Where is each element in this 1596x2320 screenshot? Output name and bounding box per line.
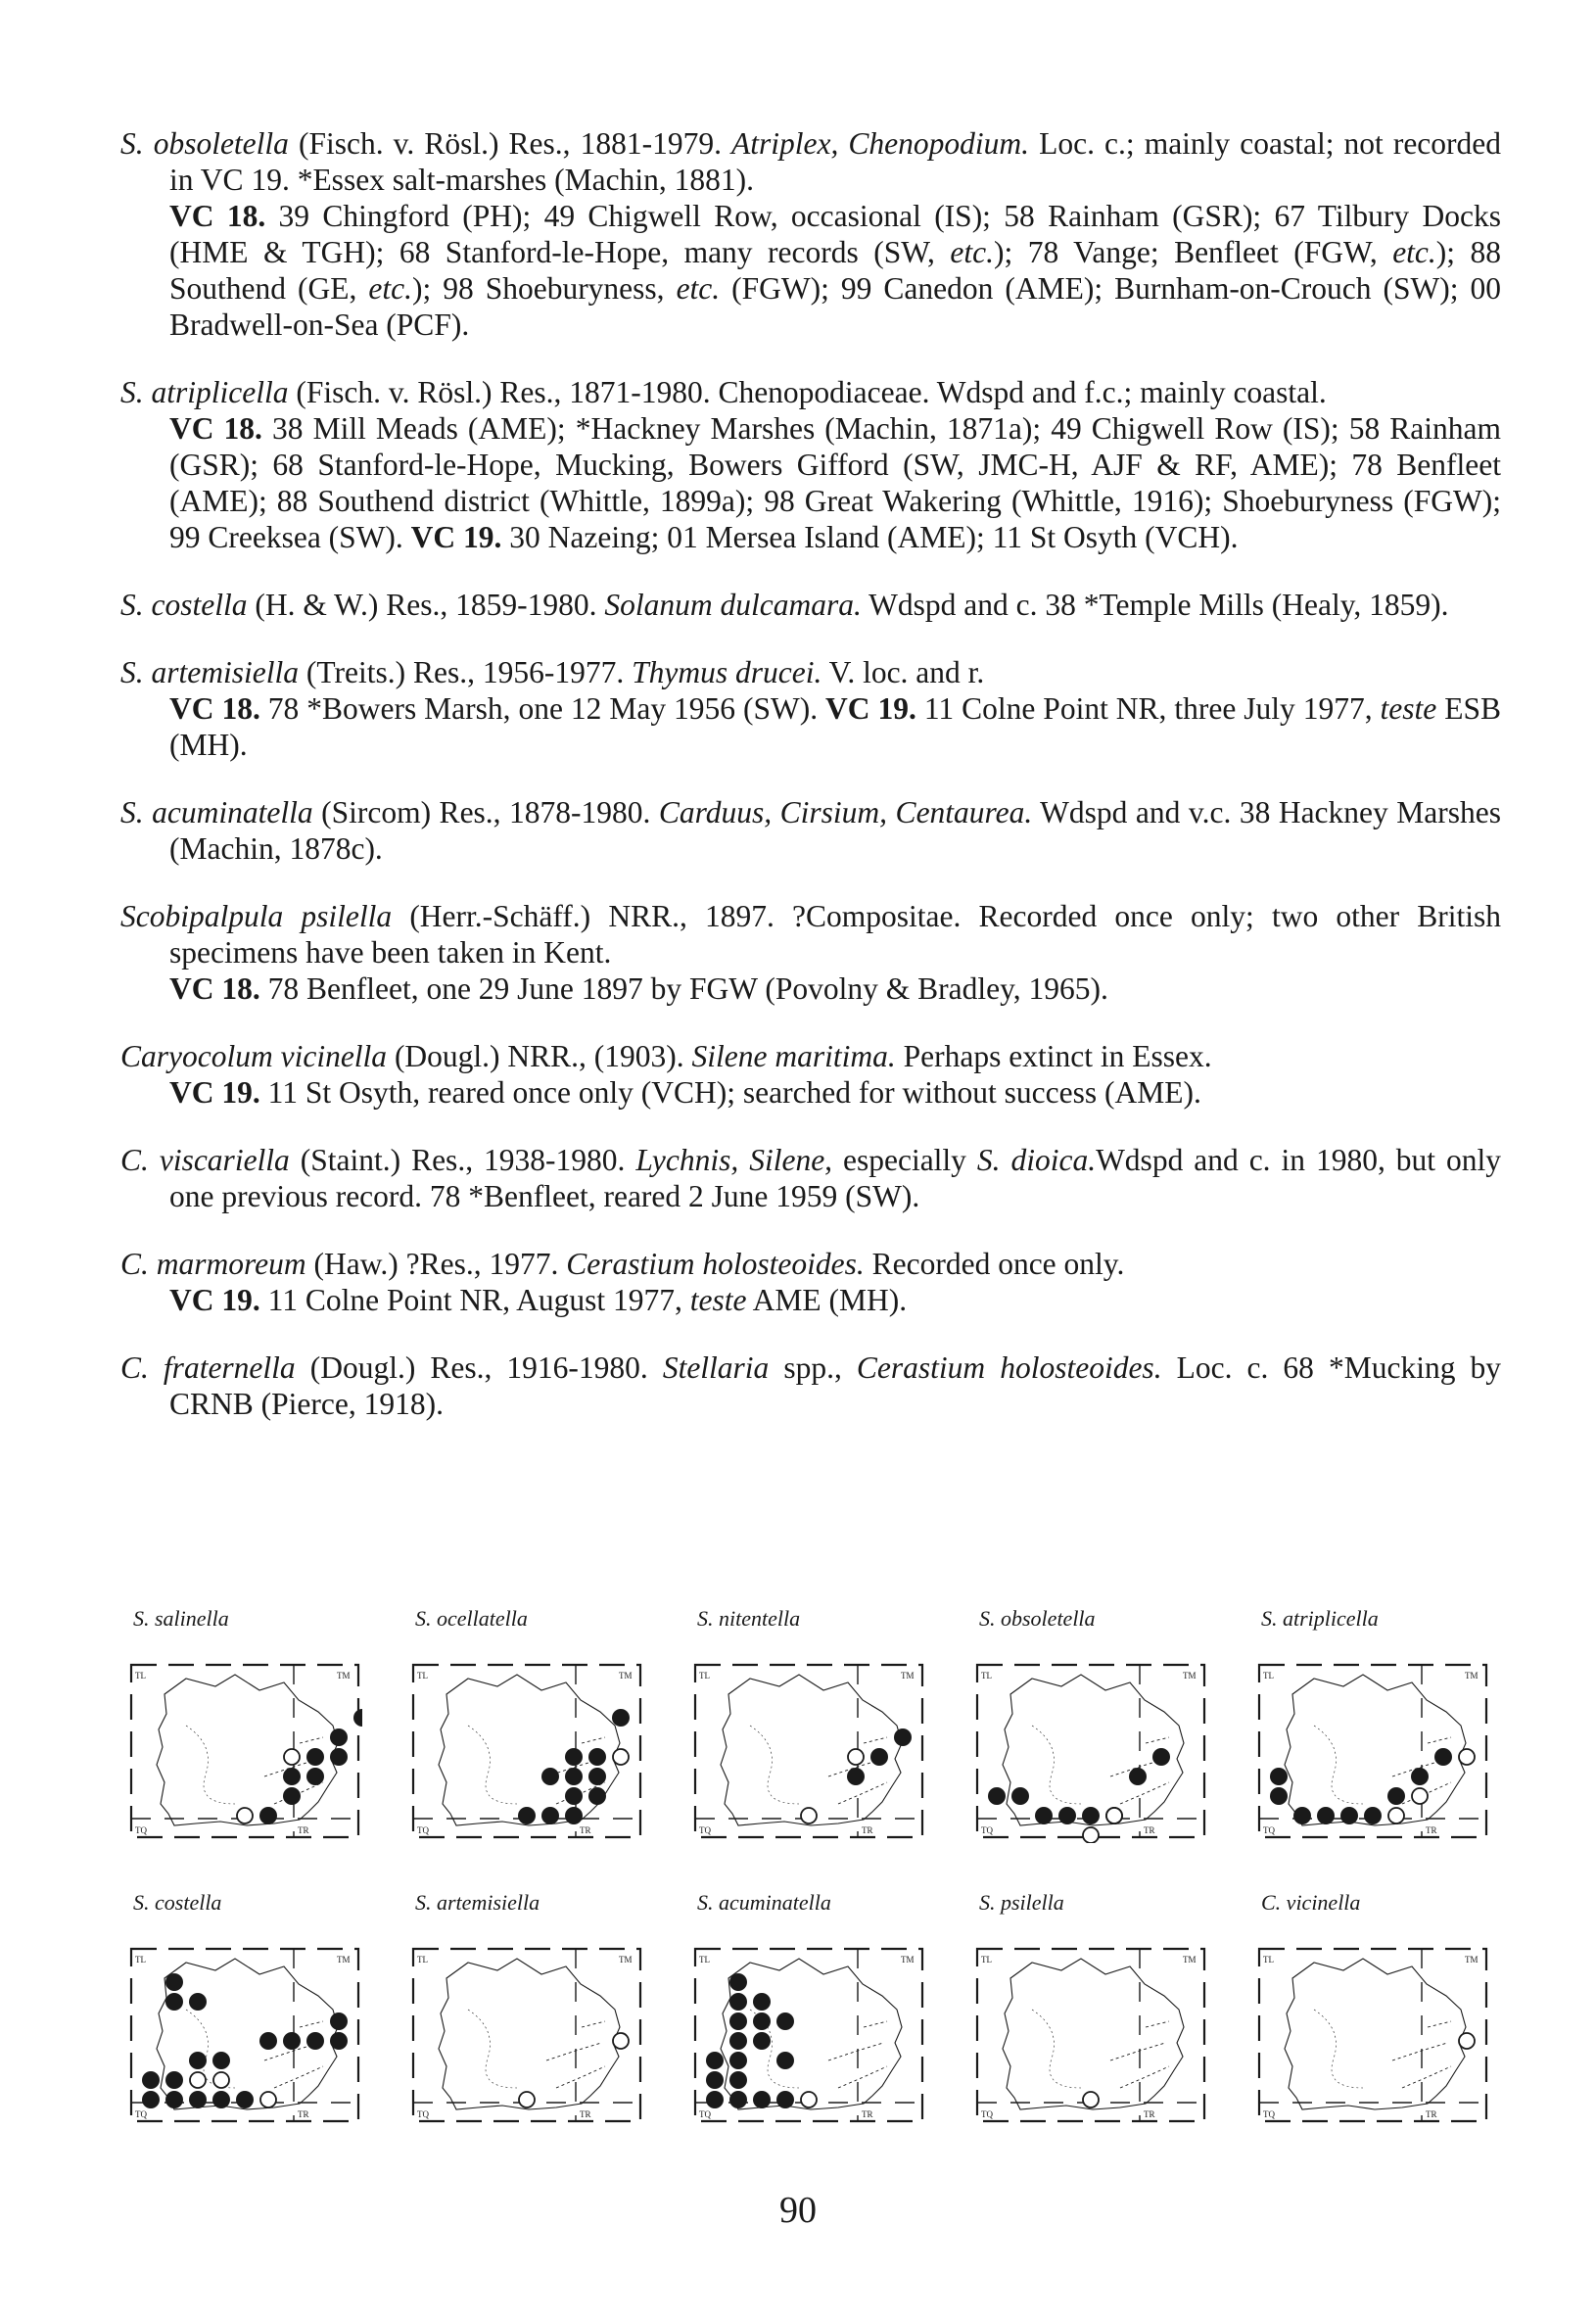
record-dot	[1270, 1787, 1288, 1805]
text-run: Silene maritima.	[691, 1039, 896, 1073]
record-dot	[1293, 1807, 1311, 1824]
text-run: (Fisch. v. Rösl.) Res., 1871-1980. Chenopodiaceae. Wdspd and f.c.; mainly coastal.	[288, 375, 1327, 409]
text-run: Wdspd and v.c. 38 Hackney Marshes (Machin, 1878c).	[169, 795, 1501, 866]
text-run: Recorded once only.	[864, 1247, 1125, 1281]
vice-county-records	[120, 1074, 1501, 1111]
grid-label: TM	[1183, 1955, 1197, 1965]
record-dot	[1364, 1807, 1382, 1824]
text-run: etc.	[1392, 235, 1436, 269]
distribution-map	[127, 1890, 392, 2125]
record-dot	[870, 1748, 888, 1766]
distribution-map	[691, 1890, 956, 2125]
species-heading	[120, 654, 1501, 690]
text-run: VC 18.	[169, 691, 260, 726]
county-outline	[1003, 1959, 1184, 2109]
text-run: 11 St Osyth, reared once only (VCH); searched for without success (AME).	[259, 1075, 1201, 1110]
text-run: (Staint.) Res., 1938-1980.	[289, 1143, 636, 1177]
species-heading	[120, 1246, 1501, 1282]
text-run: (FGW); 99 Canedon (AME); Burnham-on-Crouch (SW); 00 Bradwell-on-Sea (PCF).	[169, 271, 1502, 342]
record-dot	[189, 1993, 207, 2011]
text-run: especially	[832, 1143, 977, 1177]
grid-label: TQ	[1263, 2109, 1275, 2119]
distribution-map	[973, 1606, 1238, 1841]
text-run: Loc. c.; mainly coastal; not recorded in VC 19. *Essex salt-marshes (Machin, 1881).	[169, 126, 1501, 197]
distribution-maps	[127, 1606, 1527, 2154]
grid-label: TM	[337, 1671, 351, 1681]
record-dot	[236, 2091, 254, 2108]
map-title: S. artemisiella	[415, 1890, 540, 1915]
map-title: S. ocellatella	[415, 1606, 528, 1631]
text-run: V. loc. and r.	[821, 655, 985, 689]
record-dot	[753, 2091, 771, 2108]
grid-label: TR	[1426, 1825, 1437, 1835]
text-run: VC 19.	[410, 520, 502, 554]
text-run: ); 78 Vange; Benfleet (FGW,	[994, 235, 1393, 269]
record-dot	[165, 1993, 183, 2011]
species-entry	[120, 1246, 1501, 1318]
grid-label: TR	[298, 1825, 309, 1835]
distribution-map	[973, 1890, 1238, 2125]
record-dot	[306, 2032, 324, 2050]
record-dot	[259, 2032, 277, 2050]
record-dot	[729, 1993, 747, 2011]
old-record-circle	[1388, 1808, 1404, 1823]
grid-label: TL	[135, 1671, 146, 1681]
grid-label: TQ	[981, 1825, 993, 1835]
essex-map	[127, 1657, 362, 1843]
record-dot	[541, 1807, 559, 1824]
text-run: S. dioica.	[976, 1143, 1097, 1177]
record-dot	[1035, 1807, 1053, 1824]
county-outline	[721, 1959, 902, 2109]
distribution-map	[691, 1606, 956, 1841]
text-run: Scobipalpula psilella	[120, 899, 393, 933]
text-run: ESB (MH).	[169, 691, 1502, 762]
vice-county-records	[120, 690, 1501, 763]
record-dot	[1270, 1768, 1288, 1785]
boundary-line	[1314, 2010, 1363, 2088]
record-dot	[729, 2032, 747, 2050]
record-dot	[729, 2012, 747, 2030]
record-dot	[565, 1787, 583, 1805]
record-dot	[729, 2052, 747, 2069]
text-run: etc.	[368, 271, 412, 306]
record-dot	[753, 1993, 771, 2011]
species-entry	[120, 654, 1501, 763]
record-dot	[189, 2091, 207, 2108]
record-dot	[259, 1807, 277, 1824]
old-record-circle	[1083, 2092, 1099, 2107]
grid-label: TQ	[135, 1825, 147, 1835]
grid-label: TM	[1465, 1955, 1479, 1965]
grid-label: TM	[1183, 1671, 1197, 1681]
record-dot	[283, 1768, 301, 1785]
species-entry	[120, 587, 1501, 623]
record-dot	[142, 2071, 160, 2089]
distribution-map	[409, 1890, 674, 2125]
record-dot	[729, 1973, 747, 1991]
grid-label: TL	[699, 1671, 710, 1681]
grid-label: TR	[1426, 2109, 1437, 2119]
distribution-map	[1255, 1890, 1520, 2125]
grid-label: TM	[1465, 1671, 1479, 1681]
text-run: Loc. c. 68 *Mucking by CRNB (Pierce, 1918).	[169, 1350, 1501, 1421]
record-dot	[283, 1787, 301, 1805]
grid-label: TQ	[135, 2109, 147, 2119]
text-run: VC 19.	[169, 1075, 260, 1110]
record-dot	[753, 2032, 771, 2050]
species-heading	[120, 1038, 1501, 1074]
old-record-circle	[260, 2092, 276, 2107]
grid-label: TR	[298, 2109, 309, 2119]
text-run: 78 *Bowers Marsh, one 12 May 1956 (SW).	[259, 691, 826, 726]
record-dot	[541, 1768, 559, 1785]
record-dot	[588, 1748, 606, 1766]
text-run: ); 98 Shoeburyness,	[411, 271, 677, 306]
text-run: (Dougl.) NRR., (1903).	[387, 1039, 692, 1073]
grid-label: TM	[619, 1955, 633, 1965]
map-title: S. salinella	[133, 1606, 229, 1631]
old-record-circle	[1459, 2033, 1475, 2049]
grid-label: TQ	[981, 2109, 993, 2119]
map-title: C. vicinella	[1261, 1890, 1361, 1915]
grid-label: TM	[901, 1671, 915, 1681]
text-run: Atriplex, Chenopodium.	[731, 126, 1030, 161]
record-dot	[1082, 1807, 1100, 1824]
text-run: Cerastium holosteoides.	[856, 1350, 1162, 1385]
record-dot	[1058, 1807, 1076, 1824]
text-run: etc.	[950, 235, 994, 269]
species-entry	[120, 125, 1501, 343]
species-entry	[120, 1038, 1501, 1111]
map-title: S. obsoletella	[979, 1606, 1096, 1631]
text-run: Wdspd and c. in 1980, but only one previous record. 78 *Benfleet, reared 2 June 1959 (SW).	[169, 1143, 1501, 1213]
map-title: S. nitentella	[697, 1606, 801, 1631]
old-record-circle	[801, 2092, 817, 2107]
essex-map	[973, 1941, 1208, 2127]
grid-label: TL	[699, 1955, 710, 1965]
essex-map	[409, 1941, 644, 2127]
text-run: C. fraternella	[120, 1350, 296, 1385]
text-run: C. viscariella	[120, 1143, 290, 1177]
record-dot	[330, 2012, 348, 2030]
text-run: spp.,	[769, 1350, 857, 1385]
record-dot	[1011, 1787, 1029, 1805]
text-run: 30 Nazeing; 01 Mersea Island (AME); 11 St Osyth (VCH).	[501, 520, 1239, 554]
text-run: teste	[1380, 691, 1437, 726]
record-dot	[212, 2052, 230, 2069]
boundary-line	[468, 1726, 517, 1804]
record-dot	[706, 2052, 724, 2069]
essex-map	[691, 1657, 926, 1843]
boundary-line	[468, 2010, 517, 2088]
record-dot	[565, 1748, 583, 1766]
species-entry	[120, 1349, 1501, 1422]
grid-label: TR	[1144, 1825, 1155, 1835]
grid-label: TM	[337, 1955, 351, 1965]
species-heading	[120, 898, 1501, 971]
text-run: (Dougl.) Res., 1916-1980.	[295, 1350, 663, 1385]
old-record-circle	[519, 2092, 535, 2107]
text-run: (Treits.) Res., 1956-1977.	[299, 655, 633, 689]
text-run: Cerastium holosteoides.	[566, 1247, 865, 1281]
record-dot	[1317, 1807, 1335, 1824]
boundary-line	[750, 1726, 799, 1804]
text-run: 11 Colne Point NR, three July 1977,	[915, 691, 1381, 726]
text-run: S. acuminatella	[120, 795, 313, 829]
text-run: (Fisch. v. Rösl.) Res., 1881-1979.	[288, 126, 732, 161]
boundary-line	[1032, 1726, 1081, 1804]
text-run: S. costella	[120, 588, 248, 622]
text-run: Lychnis, Silene,	[635, 1143, 833, 1177]
grid-label: TL	[981, 1955, 992, 1965]
distribution-map	[1255, 1606, 1520, 1841]
species-heading	[120, 125, 1501, 198]
grid-label: TR	[862, 1825, 873, 1835]
text-run: VC 19.	[825, 691, 916, 726]
old-record-circle	[1083, 1827, 1099, 1843]
text-run: C. marmoreum	[120, 1247, 306, 1281]
text-run: VC 18.	[169, 199, 266, 233]
old-record-circle	[213, 2072, 229, 2088]
text-run: Solanum dulcamara.	[604, 588, 862, 622]
record-dot	[776, 2012, 794, 2030]
map-title: S. costella	[133, 1890, 222, 1915]
grid-label: TQ	[417, 2109, 429, 2119]
map-title: S. atriplicella	[1261, 1606, 1379, 1631]
vice-county-records	[120, 1282, 1501, 1318]
record-dot	[1152, 1748, 1170, 1766]
old-record-circle	[190, 2072, 206, 2088]
species-entry	[120, 374, 1501, 555]
grid-label: TQ	[417, 1825, 429, 1835]
essex-map	[409, 1657, 644, 1843]
map-title: S. psilella	[979, 1890, 1064, 1915]
old-record-circle	[613, 2033, 629, 2049]
record-dot	[306, 1768, 324, 1785]
record-dot	[588, 1787, 606, 1805]
grid-label: TL	[1263, 1671, 1274, 1681]
grid-label: TQ	[699, 1825, 711, 1835]
record-dot	[612, 1709, 630, 1727]
grid-label: TL	[417, 1671, 428, 1681]
essex-map	[1255, 1657, 1490, 1843]
record-dot	[753, 2012, 771, 2030]
record-dot	[988, 1787, 1006, 1805]
boundary-line	[186, 1726, 235, 1804]
species-entry	[120, 898, 1501, 1007]
map-title: S. acuminatella	[697, 1890, 831, 1915]
old-record-circle	[237, 1808, 253, 1823]
county-outline	[439, 1959, 620, 2109]
text-run: VC 19.	[169, 1283, 260, 1317]
text-run: AME (MH).	[746, 1283, 908, 1317]
old-record-circle	[1412, 1788, 1428, 1804]
record-dot	[729, 2091, 747, 2108]
text-run: 38 Mill Meads (AME); *Hackney Marshes (Machin, 1871a); 49 Chigwell Row (IS); 58 Rainham (GSR); 68 Stanford-le-Hope, Mucking, Bowers Gifford (SW, JMC-H, AJF & RF, AME); 78 Benfleet (AME); 88 Southend district (Whittle, 1899a); 98 Great Wakering (Whittle, 1916); Shoeburyness (FGW); 99 Creeksea (SW).	[169, 411, 1501, 554]
record-dot	[189, 2052, 207, 2069]
record-dot	[165, 2091, 183, 2108]
grid-label: TL	[981, 1671, 992, 1681]
vice-county-records	[120, 198, 1501, 343]
text-run: (Haw.) ?Res., 1977.	[305, 1247, 567, 1281]
grid-label: TL	[1263, 1955, 1274, 1965]
record-dot	[142, 2091, 160, 2108]
grid-label: TL	[135, 1955, 146, 1965]
record-dot	[330, 1748, 348, 1766]
county-outline	[1285, 1959, 1466, 2109]
text-run: teste	[689, 1283, 747, 1317]
grid-label: TR	[862, 2109, 873, 2119]
vice-county-records	[120, 971, 1501, 1007]
record-dot	[706, 2071, 724, 2089]
record-dot	[776, 2052, 794, 2069]
species-heading	[120, 374, 1501, 410]
text-run: Carduus, Cirsium, Centaurea.	[658, 795, 1033, 829]
record-dot	[565, 1768, 583, 1785]
text-run: (Herr.-Schäff.) NRR., 1897. ?Compositae. Recorded once only; two other British specimens have been taken in Kent.	[169, 899, 1502, 970]
text-run: (H. & W.) Res., 1859-1980.	[247, 588, 605, 622]
grid-label: TR	[1144, 2109, 1155, 2119]
record-dot	[729, 2071, 747, 2089]
distribution-map	[127, 1606, 392, 1841]
record-dot	[165, 2071, 183, 2089]
text-run: Caryocolum vicinella	[120, 1039, 388, 1073]
grid-label: TQ	[699, 2109, 711, 2119]
record-dot	[330, 2032, 348, 2050]
text-run: 78 Benfleet, one 29 June 1897 by FGW (Povolny & Bradley, 1965).	[259, 971, 1108, 1006]
record-dot	[518, 1807, 536, 1824]
record-dot	[353, 1709, 362, 1727]
grid-label: TM	[619, 1671, 633, 1681]
text-run: etc.	[676, 271, 721, 306]
text-run: Perhaps extinct in Essex.	[895, 1039, 1212, 1073]
record-dot	[330, 1728, 348, 1746]
record-dot	[776, 2091, 794, 2108]
grid-label: TR	[580, 2109, 591, 2119]
record-dot	[1129, 1768, 1147, 1785]
record-dot	[283, 2032, 301, 2050]
grid-label: TQ	[1263, 1825, 1275, 1835]
distribution-map	[409, 1606, 674, 1841]
old-record-circle	[284, 1749, 300, 1765]
species-text	[120, 125, 1501, 1453]
record-dot	[894, 1728, 912, 1746]
species-heading	[120, 587, 1501, 623]
record-dot	[306, 1748, 324, 1766]
text-run: (Sircom) Res., 1878-1980.	[312, 795, 659, 829]
record-dot	[165, 1973, 183, 1991]
record-dot	[588, 1768, 606, 1785]
old-record-circle	[801, 1808, 817, 1823]
species-heading	[120, 794, 1501, 867]
text-run: VC 18.	[169, 411, 262, 446]
grid-frame	[1259, 1949, 1486, 2121]
record-dot	[565, 1807, 583, 1824]
essex-map	[973, 1657, 1208, 1843]
grid-label: TM	[901, 1955, 915, 1965]
page-number: 90	[779, 2190, 817, 2231]
text-run: Wdspd and c. 38 *Temple Mills (Healy, 1859).	[861, 588, 1449, 622]
text-run: S. obsoletella	[120, 126, 289, 161]
record-dot	[1411, 1768, 1429, 1785]
old-record-circle	[613, 1749, 629, 1765]
text-run: ); 88 Southend (GE,	[169, 235, 1501, 306]
text-run: 39 Chingford (PH); 49 Chigwell Row, occasional (IS); 58 Rainham (GSR); 67 Tilbury Docks (HME & TGH); 68 Stanford-le-Hope, many records (SW,	[169, 199, 1502, 269]
boundary-line	[1314, 1726, 1363, 1804]
record-dot	[212, 2091, 230, 2108]
text-run: VC 18.	[169, 971, 260, 1006]
species-heading	[120, 1142, 1501, 1214]
species-heading	[120, 1349, 1501, 1422]
record-dot	[706, 2091, 724, 2108]
essex-map	[127, 1941, 362, 2127]
essex-map	[1255, 1941, 1490, 2127]
species-entry	[120, 1142, 1501, 1214]
essex-map	[691, 1941, 926, 2127]
text-run: Stellaria	[662, 1350, 770, 1385]
grid-label: TL	[417, 1955, 428, 1965]
boundary-line	[1032, 2010, 1081, 2088]
text-run: Thymus drucei.	[632, 655, 822, 689]
record-dot	[1387, 1787, 1405, 1805]
species-entry	[120, 794, 1501, 867]
grid-label: TR	[580, 1825, 591, 1835]
record-dot	[847, 1768, 865, 1785]
record-dot	[1340, 1807, 1358, 1824]
text-run: S. artemisiella	[120, 655, 299, 689]
old-record-circle	[1459, 1749, 1475, 1765]
text-run: 11 Colne Point NR, August 1977,	[259, 1283, 690, 1317]
text-run: S. atriplicella	[120, 375, 289, 409]
old-record-circle	[848, 1749, 864, 1765]
record-dot	[1434, 1748, 1452, 1766]
old-record-circle	[1106, 1808, 1122, 1823]
vice-county-records	[120, 410, 1501, 555]
